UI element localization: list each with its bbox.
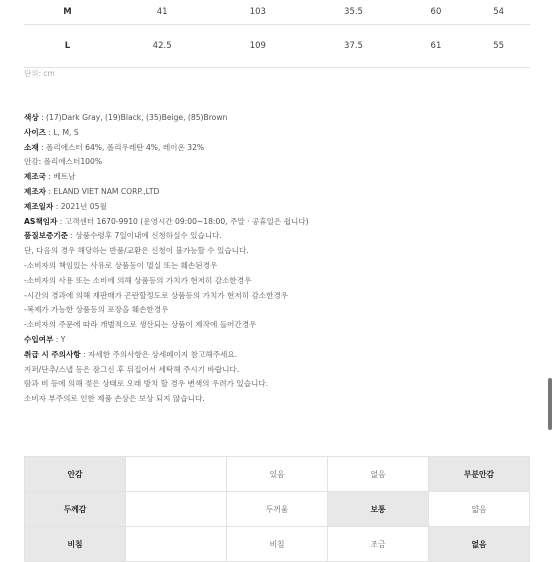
info-line bbox=[24, 303, 524, 318]
info-value: 지퍼/단추/스냅 등은 잠그신 후 뒤집어서 세탁해 주시기 바랍니다. bbox=[24, 364, 240, 374]
size-cell: 103 bbox=[213, 0, 302, 25]
feature-option: 있음 bbox=[227, 457, 328, 492]
scrollbar-thumb[interactable] bbox=[548, 378, 552, 430]
info-line bbox=[24, 318, 524, 333]
feature-option: 없음 bbox=[429, 527, 530, 562]
info-key: 품질보증기준 bbox=[24, 231, 69, 241]
info-line bbox=[24, 377, 524, 392]
feature-option: 없음 bbox=[328, 457, 429, 492]
info-line bbox=[24, 333, 524, 348]
size-row-m bbox=[24, 0, 530, 25]
feature-table bbox=[24, 456, 530, 562]
info-line bbox=[24, 111, 524, 126]
feature-head: 두께감 bbox=[25, 492, 126, 527]
info-value: 단, 다음의 경우 해당하는 반품/교환은 신청이 불가능할 수 있습니다. bbox=[24, 246, 249, 256]
size-label: M bbox=[24, 0, 111, 25]
info-line bbox=[24, 170, 524, 185]
product-info bbox=[24, 111, 524, 407]
info-value: -소비자의 책임있는 사유로 상품등이 멸실 또는 훼손된경우 bbox=[24, 260, 218, 270]
unit-note: 단위: cm bbox=[24, 69, 55, 78]
size-cell: 60 bbox=[405, 0, 468, 25]
size-cell: 54 bbox=[467, 0, 530, 25]
info-value: : 상품수령후 7일이내에 신청하실수 있습니다. bbox=[68, 231, 222, 241]
info-value: : ELAND VIET NAM CORP.,LTD bbox=[46, 186, 160, 196]
info-line bbox=[24, 126, 524, 141]
size-cell: 41 bbox=[111, 0, 213, 25]
info-value: : (17)Dark Gray, (19)Black, (35)Beige, (85)Brown bbox=[38, 113, 228, 122]
size-label: L bbox=[24, 25, 111, 68]
info-key: AS책임자 bbox=[24, 216, 58, 226]
feature-head: 안감 bbox=[25, 457, 126, 492]
size-cell: 109 bbox=[213, 25, 302, 68]
size-cell: 37.5 bbox=[302, 25, 404, 68]
info-line bbox=[24, 141, 524, 156]
info-key: 수입여부 bbox=[24, 334, 54, 344]
info-value: 땀과 비 등에 의해 젖은 상태로 오래 방치 할 경우 변색의 우려가 있습니다. bbox=[24, 379, 269, 389]
info-line bbox=[24, 200, 524, 215]
info-line bbox=[24, 229, 524, 244]
info-value: : Y bbox=[53, 334, 66, 344]
size-cell: 55 bbox=[467, 25, 530, 68]
info-line bbox=[24, 289, 524, 304]
info-value: : 고객센터 1670-9910 (운영시간 09:00~18:00, 주말 · 공휴일은 쉽니다) bbox=[57, 216, 309, 226]
feature-row bbox=[25, 527, 530, 562]
info-value: : 자세한 주의사항은 상세페이지 참고해주세요. bbox=[80, 349, 238, 359]
info-line bbox=[24, 274, 524, 289]
info-value: : L, M, S bbox=[46, 127, 79, 137]
info-value: -시간의 경과에 의해 재판매가 곤란할정도로 상품등의 가치가 현저히 감소한경우 bbox=[24, 290, 289, 300]
info-value: -소비자의 주문에 따라 개별적으로 생산되는 상품이 제작에 들어간경우 bbox=[24, 320, 257, 330]
feature-row bbox=[25, 457, 530, 492]
info-line bbox=[24, 392, 524, 407]
size-cell: 35.5 bbox=[302, 0, 404, 25]
size-row-l bbox=[24, 25, 530, 68]
feature-option: 두꺼움 bbox=[227, 492, 328, 527]
feature-blank-cell bbox=[126, 527, 227, 562]
info-line bbox=[24, 259, 524, 274]
info-line bbox=[24, 244, 524, 259]
info-key: 사이즈 bbox=[24, 127, 47, 137]
size-cell: 42.5 bbox=[111, 25, 213, 68]
info-line bbox=[24, 363, 524, 378]
info-key: 취급 시 주의사항 bbox=[24, 349, 81, 359]
info-value: 소비자 부주의로 인한 제품 손상은 보상 되지 않습니다. bbox=[24, 394, 205, 404]
feature-head: 비침 bbox=[25, 527, 126, 562]
info-value: : 폴리에스터 64%, 폴리우레탄 4%, 레이온 32% bbox=[38, 142, 205, 152]
info-key: 제조일자 bbox=[24, 201, 54, 211]
info-value: 안감: 폴리에스터100% bbox=[24, 157, 103, 167]
feature-option: 비침 bbox=[227, 527, 328, 562]
size-table bbox=[24, 0, 530, 68]
feature-blank-cell bbox=[126, 457, 227, 492]
info-line bbox=[24, 185, 524, 200]
feature-option: 보통 bbox=[328, 492, 429, 527]
info-key: 제조자 bbox=[24, 186, 47, 196]
feature-option: 조금 bbox=[328, 527, 429, 562]
info-line bbox=[24, 348, 524, 363]
info-line bbox=[24, 155, 524, 170]
info-line bbox=[24, 215, 524, 230]
feature-row bbox=[25, 492, 530, 527]
feature-option: 부분안감 bbox=[429, 457, 530, 492]
feature-option: 얇음 bbox=[429, 492, 530, 527]
info-key: 소재 bbox=[24, 142, 39, 152]
info-value: -소비자의 사용 또는 소비에 의해 상품등의 가치가 현저히 감소한경우 bbox=[24, 275, 252, 285]
size-cell: 61 bbox=[405, 25, 468, 68]
info-key: 제조국 bbox=[24, 172, 47, 182]
info-value: -복제가 가능한 상품등의 포장을 훼손한경우 bbox=[24, 305, 169, 315]
info-value: : 베트남 bbox=[46, 172, 76, 182]
info-key: 색상 bbox=[24, 113, 39, 122]
info-value: : 2021년 05월 bbox=[53, 201, 107, 211]
feature-blank-cell bbox=[126, 492, 227, 527]
